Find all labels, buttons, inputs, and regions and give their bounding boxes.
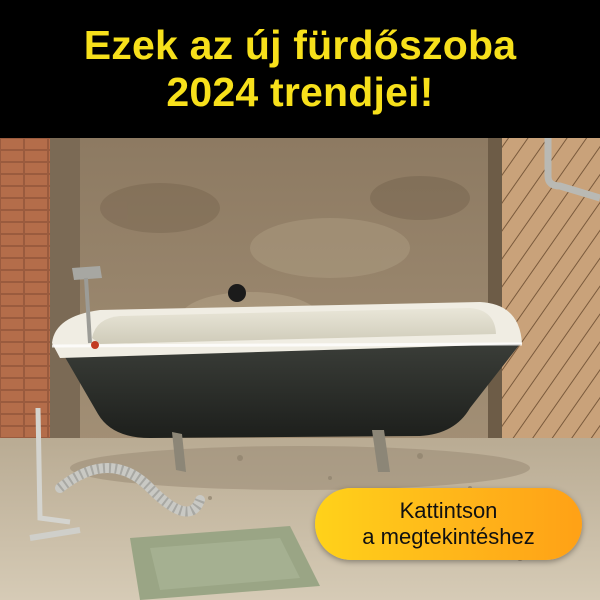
headline-line-2: 2024 trendjei! (166, 69, 434, 115)
headline-line-1: Ezek az új fürdőszoba (83, 22, 517, 68)
cta-line-2: a megtekintéshez (362, 524, 535, 549)
headline-banner (0, 0, 600, 138)
view-cta-button[interactable] (315, 488, 582, 560)
cta-line-1: Kattintson (399, 498, 498, 523)
